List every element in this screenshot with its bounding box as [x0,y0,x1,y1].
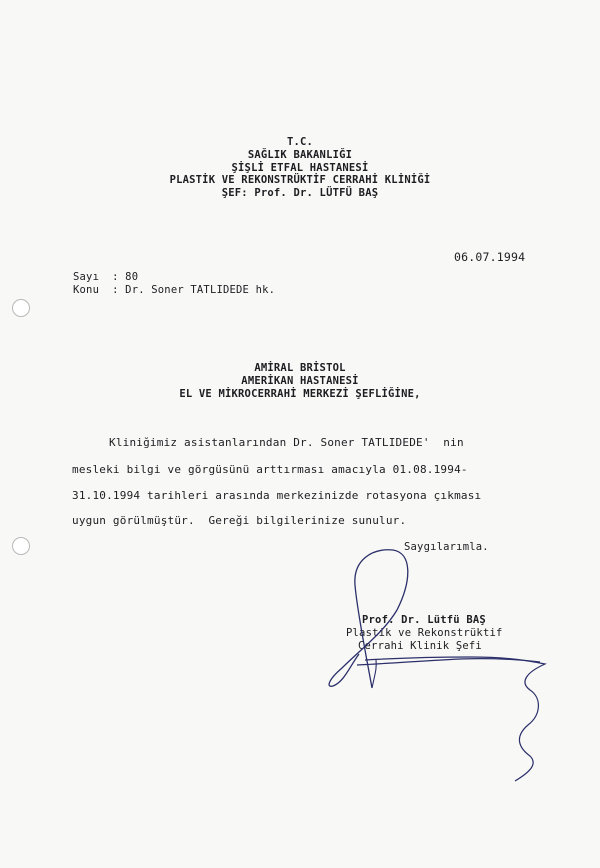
closing-greeting: Saygılarımla. [404,541,489,553]
letter-date: 06.07.1994 [454,250,526,264]
reference-subject: Konu : Dr. Soner TATLIDEDE hk. [73,284,276,296]
reference-number: Sayı : 80 [73,271,139,283]
letterhead-ministry: SAĞLIK BAKANLIĞI [247,149,353,161]
letterhead-chief: ŞEF: Prof. Dr. LÜTFÜ BAŞ [221,187,379,199]
body-line-3: 31.10.1994 tarihleri arasında merkezinizde rotasyona çıkması [72,489,482,502]
body-line-1: Kliniğimiz asistanlarından Dr. Soner TATLIDEDE' nin [109,436,464,449]
letterhead-hospital: ŞİŞLİ ETFAL HASTANESİ [231,162,369,174]
signatory-title-2: Cerrahi Klinik Şefi [358,640,482,652]
letterhead-tc: T.C. [286,136,314,148]
signatory-name: Prof. Dr. Lütfü BAŞ [362,614,486,626]
signatory-title-1: Plastik ve Rekonstrüktif [346,627,503,639]
letterhead-clinic: PLASTİK VE REKONSTRÜKTİF CERRAHİ KLİNİĞİ [169,174,431,186]
body-line-2: mesleki bilgi ve görgüsünü arttırması amacıyla 01.08.1994- [72,463,468,476]
body-line-4: uygun görülmüştür. Gereği bilgilerinize sunulur. [72,514,407,527]
recipient-line-3: EL VE MİKROCERRAHİ MERKEZİ ŞEFLİĞİNE, [179,388,421,400]
recipient-line-2: AMERİKAN HASTANESİ [241,375,359,387]
recipient-line-1: AMİRAL BRİSTOL [254,362,346,374]
